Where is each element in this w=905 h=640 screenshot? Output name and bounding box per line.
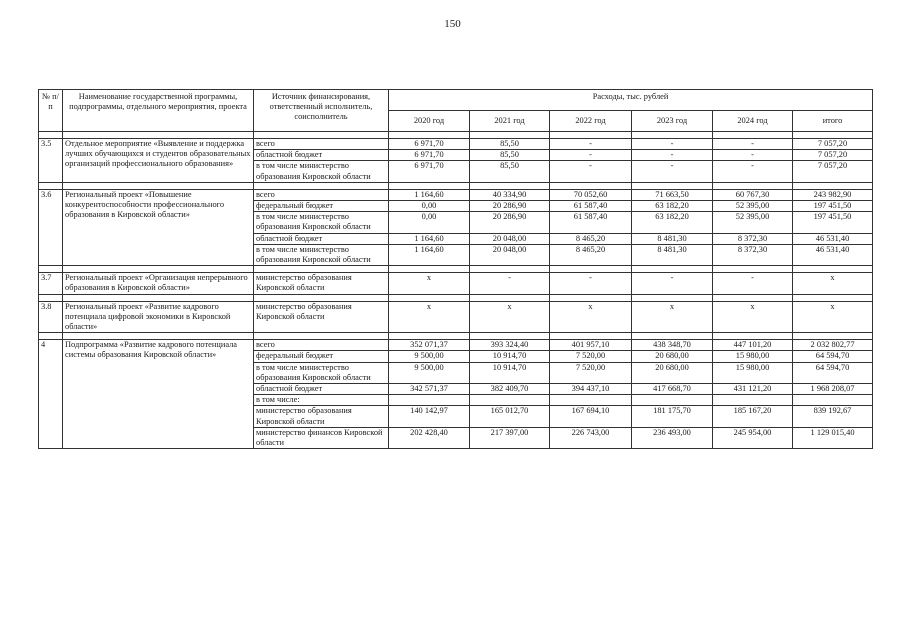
amount-cell: 8 465,20 <box>550 233 632 244</box>
amount-cell: 226 743,00 <box>550 427 632 448</box>
amount-cell: 85,50 <box>470 150 550 161</box>
amount-cell: 197 451,50 <box>793 201 873 212</box>
amount-cell: x <box>632 301 713 333</box>
amount-cell: - <box>550 273 632 294</box>
header-year: 2020 год <box>389 111 470 132</box>
amount-cell: 85,50 <box>470 161 550 182</box>
amount-cell: 40 334,90 <box>470 189 550 200</box>
amount-cell: 20 048,00 <box>470 233 550 244</box>
amount-cell: - <box>713 161 793 182</box>
amount-cell: x <box>550 301 632 333</box>
amount-cell: 71 663,50 <box>632 189 713 200</box>
amount-cell: 52 395,00 <box>713 212 793 233</box>
amount-cell: 431 121,20 <box>713 384 793 395</box>
amount-cell: 15 980,00 <box>713 351 793 362</box>
funding-source: министерство финансов Кировской области <box>254 427 389 448</box>
amount-cell: 60 767,30 <box>713 189 793 200</box>
amount-cell: 438 348,70 <box>632 340 713 351</box>
funding-source: всего <box>254 139 389 150</box>
amount-cell: 197 451,50 <box>793 212 873 233</box>
funding-source: министерство образования Кировской области <box>254 273 389 294</box>
table-row <box>39 273 873 294</box>
table-row <box>39 139 873 150</box>
amount-cell: 8 372,30 <box>713 233 793 244</box>
amount-cell: x <box>793 301 873 333</box>
section-name: Региональный проект «Развитие кадрового потенциала цифровой экономики в Кировской области» <box>63 301 254 333</box>
financing-table <box>38 89 873 449</box>
section-spacer <box>39 132 873 139</box>
amount-cell: 20 286,90 <box>470 212 550 233</box>
amount-cell: 6 971,70 <box>389 161 470 182</box>
amount-cell: 85,50 <box>470 139 550 150</box>
amount-cell: 1 968 208,07 <box>793 384 873 395</box>
amount-cell <box>793 395 873 406</box>
amount-cell: 9 500,00 <box>389 351 470 362</box>
amount-cell: 9 500,00 <box>389 362 470 383</box>
section-spacer <box>39 294 873 301</box>
page-number: 150 <box>444 18 461 30</box>
funding-source: в том числе министерство образования Кировской области <box>254 362 389 383</box>
amount-cell: 70 052,60 <box>550 189 632 200</box>
amount-cell: x <box>713 301 793 333</box>
funding-source: в том числе министерство образования Кировской области <box>254 212 389 233</box>
section-name: Региональный проект «Повышение конкурентоспособности профессионального образования в Кировской области» <box>63 189 254 265</box>
amount-cell: 185 167,20 <box>713 406 793 427</box>
amount-cell: x <box>793 273 873 294</box>
amount-cell: 61 587,40 <box>550 201 632 212</box>
amount-cell: 0,00 <box>389 212 470 233</box>
amount-cell: 243 982,90 <box>793 189 873 200</box>
amount-cell: x <box>470 301 550 333</box>
header-year: 2021 год <box>470 111 550 132</box>
amount-cell <box>470 395 550 406</box>
amount-cell: 20 286,90 <box>470 201 550 212</box>
section-name: Региональный проект «Организация непрерывного образования в Кировской области» <box>63 273 254 294</box>
amount-cell: 2 032 802,77 <box>793 340 873 351</box>
funding-source: федеральный бюджет <box>254 351 389 362</box>
section-number: 3.7 <box>39 273 63 294</box>
funding-source: областной бюджет <box>254 150 389 161</box>
funding-source: в том числе: <box>254 395 389 406</box>
amount-cell: 63 182,20 <box>632 212 713 233</box>
funding-source: министерство образования Кировской области <box>254 406 389 427</box>
amount-cell: 20 680,00 <box>632 351 713 362</box>
header-num: № п/п <box>39 90 63 132</box>
amount-cell: 1 164,60 <box>389 189 470 200</box>
funding-source: в том числе министерство образования Кировской области <box>254 244 389 265</box>
amount-cell: 61 587,40 <box>550 212 632 233</box>
amount-cell: 245 954,00 <box>713 427 793 448</box>
funding-source: в том числе министерство образования Кировской области <box>254 161 389 182</box>
amount-cell: 7 057,20 <box>793 139 873 150</box>
amount-cell <box>389 395 470 406</box>
amount-cell: 8 481,30 <box>632 233 713 244</box>
amount-cell: 1 164,60 <box>389 233 470 244</box>
table-header <box>39 90 873 132</box>
amount-cell <box>713 395 793 406</box>
amount-cell: 46 531,40 <box>793 233 873 244</box>
funding-source: областной бюджет <box>254 384 389 395</box>
section-number: 3.8 <box>39 301 63 333</box>
amount-cell: 6 971,70 <box>389 139 470 150</box>
amount-cell: - <box>550 139 632 150</box>
amount-cell: 8 481,30 <box>632 244 713 265</box>
amount-cell: - <box>550 150 632 161</box>
amount-cell: 393 324,40 <box>470 340 550 351</box>
amount-cell: 352 071,37 <box>389 340 470 351</box>
amount-cell: 165 012,70 <box>470 406 550 427</box>
amount-cell: 394 437,10 <box>550 384 632 395</box>
amount-cell: 217 397,00 <box>470 427 550 448</box>
amount-cell: 181 175,70 <box>632 406 713 427</box>
amount-cell: 417 668,70 <box>632 384 713 395</box>
header-source: Источник финансирования, ответственный исполнитель, соисполнитель <box>254 90 389 132</box>
amount-cell: 1 164,60 <box>389 244 470 265</box>
funding-source: министерство образования Кировской области <box>254 301 389 333</box>
amount-cell: - <box>713 139 793 150</box>
amount-cell: 839 192,67 <box>793 406 873 427</box>
amount-cell: 8 372,30 <box>713 244 793 265</box>
amount-cell: - <box>713 150 793 161</box>
amount-cell: 52 395,00 <box>713 201 793 212</box>
amount-cell: 167 694,10 <box>550 406 632 427</box>
amount-cell: 15 980,00 <box>713 362 793 383</box>
amount-cell: 63 182,20 <box>632 201 713 212</box>
amount-cell: - <box>550 161 632 182</box>
amount-cell: 1 129 015,40 <box>793 427 873 448</box>
amount-cell: 10 914,70 <box>470 351 550 362</box>
section-name: Подпрограмма «Развитие кадрового потенциала системы образования Кировской области» <box>63 340 254 449</box>
amount-cell: 447 101,20 <box>713 340 793 351</box>
amount-cell: - <box>632 150 713 161</box>
amount-cell: 8 465,20 <box>550 244 632 265</box>
amount-cell <box>632 395 713 406</box>
amount-cell: 342 571,37 <box>389 384 470 395</box>
amount-cell: - <box>713 273 793 294</box>
amount-cell: - <box>632 139 713 150</box>
amount-cell: 140 142,97 <box>389 406 470 427</box>
amount-cell: 382 409,70 <box>470 384 550 395</box>
section-spacer <box>39 333 873 340</box>
header-name: Наименование государственной программы, подпрограммы, отдельного мероприятия, проекта <box>63 90 254 132</box>
amount-cell: - <box>632 273 713 294</box>
header-expenses: Расходы, тыс. рублей <box>389 90 873 111</box>
section-spacer <box>39 266 873 273</box>
amount-cell: 20 680,00 <box>632 362 713 383</box>
table-row <box>39 301 873 333</box>
funding-source: всего <box>254 189 389 200</box>
amount-cell: 64 594,70 <box>793 362 873 383</box>
section-number: 3.6 <box>39 189 63 265</box>
funding-source: всего <box>254 340 389 351</box>
amount-cell: 46 531,40 <box>793 244 873 265</box>
section-spacer <box>39 182 873 189</box>
header-year: 2023 год <box>632 111 713 132</box>
amount-cell: 7 057,20 <box>793 161 873 182</box>
header-year: 2022 год <box>550 111 632 132</box>
amount-cell: x <box>389 301 470 333</box>
section-number: 4 <box>39 340 63 449</box>
amount-cell: 7 520,00 <box>550 351 632 362</box>
amount-cell: 0,00 <box>389 201 470 212</box>
amount-cell: 236 493,00 <box>632 427 713 448</box>
amount-cell: 7 057,20 <box>793 150 873 161</box>
table-row <box>39 340 873 351</box>
amount-cell: 7 520,00 <box>550 362 632 383</box>
amount-cell: - <box>632 161 713 182</box>
section-name: Отдельное мероприятие «Выявление и поддержка лучших обучающихся и студентов образовательных организаций профессионального образования» <box>63 139 254 183</box>
amount-cell: x <box>389 273 470 294</box>
amount-cell <box>550 395 632 406</box>
amount-cell: 64 594,70 <box>793 351 873 362</box>
funding-source: федеральный бюджет <box>254 201 389 212</box>
amount-cell: 401 957,10 <box>550 340 632 351</box>
amount-cell: 202 428,40 <box>389 427 470 448</box>
table-row <box>39 189 873 200</box>
header-year: 2024 год <box>713 111 793 132</box>
amount-cell: 6 971,70 <box>389 150 470 161</box>
funding-source: областной бюджет <box>254 233 389 244</box>
section-number: 3.5 <box>39 139 63 183</box>
amount-cell: 10 914,70 <box>470 362 550 383</box>
amount-cell: 20 048,00 <box>470 244 550 265</box>
header-year: итого <box>793 111 873 132</box>
amount-cell: - <box>470 273 550 294</box>
